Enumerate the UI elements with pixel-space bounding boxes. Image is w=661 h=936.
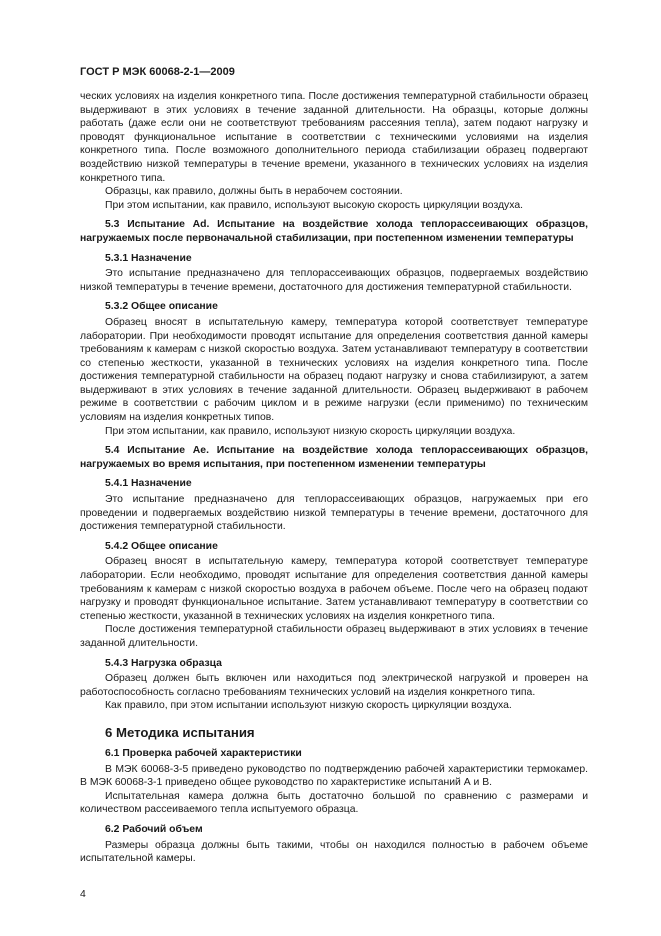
paragraph: Испытательная камера должна быть достаточно большой по сравнению с размерами и количеством рассеиваемого тепла испытуемого образца. (80, 790, 588, 816)
subsection-heading-5-3-2: 5.3.2 Общее описание (105, 301, 218, 313)
paragraph: Образец вносят в испытательную камеру, температура которой соответствует температуре лаборатории. Если необходимо, проводят испытание для определения соответствия данной камеры требованиям к камерам с низкой скоростью воздуха в рабочем объеме. После чего на образец подают нагрузку и проводят функциональное испытание. Затем устанавливают температуру в соответствии со степенью жесткости, указанной в технических условиях на изделия конкретного типа. (80, 556, 588, 622)
paragraph: ческих условиях на изделия конкретного типа. После достижения температурной стабильности образец выдерживают в этих условиях в течение заданной длительности. На образцы, которые должны работать (даже если они не соответствуют требованиям рассеяния тепла), затем подают нагрузку и проводят функциональное испытание в соответствии с техническими условиями на изделия конкретного типа. После возможного дополнительного периода стабилизации образец подвергают воздействию низкой температуры в течение времени, указанного в технических условиях на изделия конкретного типа. (80, 91, 588, 184)
document-body (80, 90, 588, 901)
subsection-heading-5-4-3: 5.4.3 Нагрузка образца (105, 657, 222, 669)
subsection-heading-5-4-2: 5.4.2 Общее описание (105, 540, 218, 552)
paragraph: При этом испытании, как правило, используют низкую скорость циркуляции воздуха. (105, 425, 516, 437)
section-heading-6-1: 6.1 Проверка рабочей характеристики (105, 747, 302, 759)
paragraph: Образцы, как правило, должны быть в нерабочем состоянии. (105, 186, 403, 198)
paragraph: При этом испытании, как правило, используют высокую скорость циркуляции воздуха. (105, 199, 523, 211)
subsection-heading-5-4-1: 5.4.1 Назначение (105, 478, 192, 490)
paragraph: Это испытание предназначено для теплорассеивающих образцов, нагружаемых при его проведении и подвергаемых воздействию низкой температуры в течение времени, достаточного для достижения температурной стабильности. (80, 494, 588, 533)
paragraph: Это испытание предназначено для теплорассеивающих образцов, подвергаемых воздействию низкой температуры в течение времени, достаточного для достижения температурной стабильности. (80, 268, 588, 293)
section-heading-5-3: 5.3 Испытание Ad. Испытание на воздействие холода теплорассеивающих образцов, нагружаемых после первоначальной стабилизации, при постепенном изменении температуры (80, 219, 588, 244)
page-number: 4 (80, 888, 86, 900)
paragraph: После достижения температурной стабильности образец выдерживают в этих условиях в течение заданной длительности. (80, 624, 588, 649)
paragraph: Образец должен быть включен или находиться под электрической нагрузкой и проверен на работоспособность согласно требованиям технических условий на изделия конкретного типа. (80, 673, 588, 698)
document-header: ГОСТ Р МЭК 60068-2-1—2009 (80, 66, 235, 78)
section-heading-6-2: 6.2 Рабочий объем (105, 823, 203, 835)
subsection-heading-5-3-1: 5.3.1 Назначение (105, 252, 192, 264)
paragraph: Образец вносят в испытательную камеру, температура которой соответствует температуре лаборатории. При необходимости проводят испытание для определения соответствия данной камеры требованиям к камерам с низкой скоростью воздуха. Затем устанавливают температуру в соответствии со степенью жесткости, указанной в технических условиях на изделия конкретного типа. После достижения температурной стабильности на образец подают нагрузку и снова стабилизируют, а затем выдерживают в этих условиях в течение заданной длительности. Образец выдерживают в рабочем режиме в соответствии с рабочим циклом и в режиме нагрузки (если применимо) по техническим условиям на изделия конкретных типов. (80, 316, 588, 424)
section-heading-5-4: 5.4 Испытание Ae. Испытание на воздействие холода теплорассеивающих образцов, нагружаемых во время испытания, при постепенном изменении температуры (80, 445, 588, 470)
paragraph: Как правило, при этом испытании используют низкую скорость циркуляции воздуха. (105, 700, 512, 712)
paragraph: Размеры образца должны быть такими, чтобы он находился полностью в рабочем объеме испытательной камеры. (80, 839, 588, 865)
paragraph: В МЭК 60068-3-5 приведено руководство по подтверждению рабочей характеристики термокамер. В МЭК 60068-3-1 приведено общее руководство по характеристике испытаний А и В. (80, 763, 588, 789)
chapter-heading-6: 6 Методика испытания (105, 724, 255, 740)
